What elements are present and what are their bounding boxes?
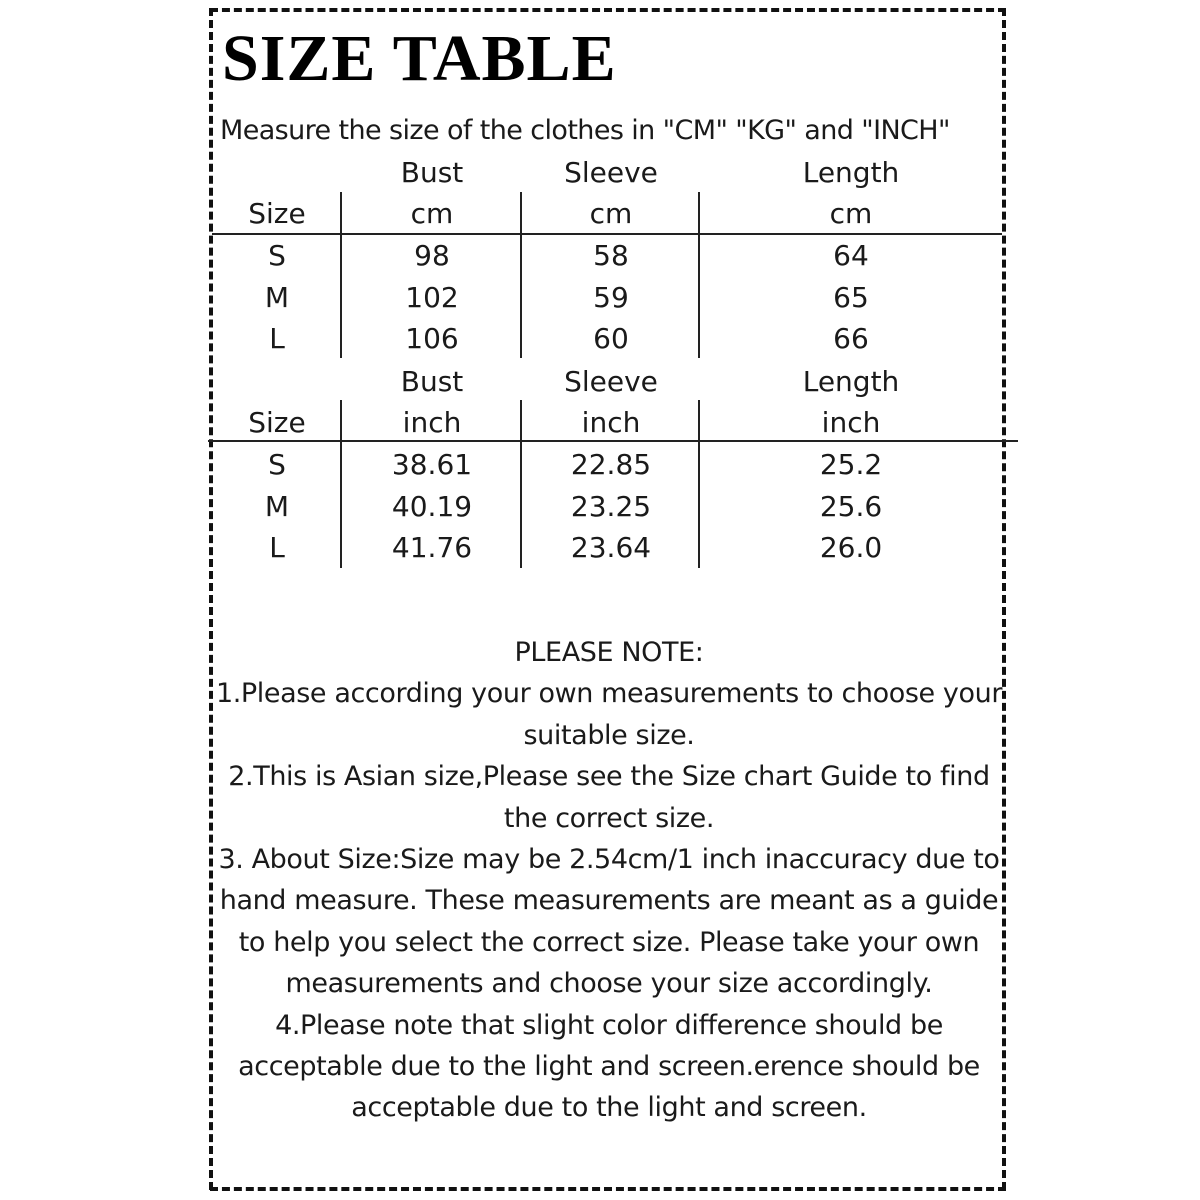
header-divider xyxy=(208,440,1018,442)
column-divider xyxy=(520,192,522,358)
notes-section xyxy=(214,632,1004,1129)
table-cell: 25.2 xyxy=(819,448,883,481)
header-size: Size xyxy=(248,406,306,439)
table-cell: 59 xyxy=(593,281,629,314)
table-cell: 23.25 xyxy=(570,490,652,523)
frame-top-border xyxy=(210,8,1006,12)
header-sleeve: Sleeve xyxy=(564,156,658,189)
page-subtitle: Measure the size of the clothes in "CM" "KG" and "INCH" xyxy=(220,115,950,146)
table-cell: S xyxy=(268,239,286,272)
table-cell: 26.0 xyxy=(819,531,883,564)
header-length: Length xyxy=(802,156,900,189)
table-cell: 22.85 xyxy=(570,448,652,481)
header-unit-bust: cm xyxy=(410,197,454,230)
table-cell: S xyxy=(268,448,286,481)
header-unit-sleeve: inch xyxy=(581,406,641,439)
table-cell: 102 xyxy=(405,281,459,314)
table-cell: 40.19 xyxy=(391,490,473,523)
header-unit-sleeve: cm xyxy=(589,197,633,230)
table-cell: 98 xyxy=(414,239,450,272)
frame-bottom-border xyxy=(210,1187,1006,1191)
table-cell: 23.64 xyxy=(570,531,652,564)
header-unit-length: cm xyxy=(829,197,873,230)
table-cell: 65 xyxy=(833,281,869,314)
header-length: Length xyxy=(802,365,900,398)
table-cell: 60 xyxy=(593,322,629,355)
table-cell: M xyxy=(264,490,290,523)
header-sleeve: Sleeve xyxy=(564,365,658,398)
page-title: SIZE TABLE xyxy=(222,22,617,95)
table-cell: 106 xyxy=(405,322,459,355)
notes-heading: PLEASE NOTE: xyxy=(514,637,704,668)
header-bust: Bust xyxy=(400,156,464,189)
column-divider xyxy=(698,192,700,358)
column-divider xyxy=(340,400,342,568)
header-bust: Bust xyxy=(400,365,464,398)
table-cell: 38.61 xyxy=(391,448,473,481)
note-item-2: 2.This is Asian size,Please see the Size chart Guide to find the correct size. xyxy=(228,761,990,834)
header-size: Size xyxy=(248,197,306,230)
header-divider xyxy=(212,233,1002,235)
table-cell: 66 xyxy=(833,322,869,355)
table-cell: 64 xyxy=(833,239,869,272)
frame-left-border xyxy=(209,8,213,1190)
table-cell: 41.76 xyxy=(391,531,473,564)
column-divider xyxy=(340,192,342,358)
header-unit-bust: inch xyxy=(402,406,462,439)
table-cell: M xyxy=(264,281,290,314)
table-cell: 58 xyxy=(593,239,629,272)
column-divider xyxy=(520,400,522,568)
column-divider xyxy=(698,400,700,568)
note-item-3: 3. About Size:Size may be 2.54cm/1 inch inaccuracy due to hand measure. These measurements are meant as a guide to help you select the correct size. Please take your own measurements and choose your size accordingly. xyxy=(218,844,1000,1000)
note-item-4: 4.Please note that slight color difference should be acceptable due to the light and screen.erence should be acceptable due to the light and screen. xyxy=(238,1009,980,1124)
table-cell: L xyxy=(269,322,285,355)
table-cell: L xyxy=(269,531,285,564)
header-unit-length: inch xyxy=(821,406,881,439)
table-cell: 25.6 xyxy=(819,490,883,523)
note-item-1: 1.Please according your own measurements to choose your suitable size. xyxy=(215,678,1003,751)
